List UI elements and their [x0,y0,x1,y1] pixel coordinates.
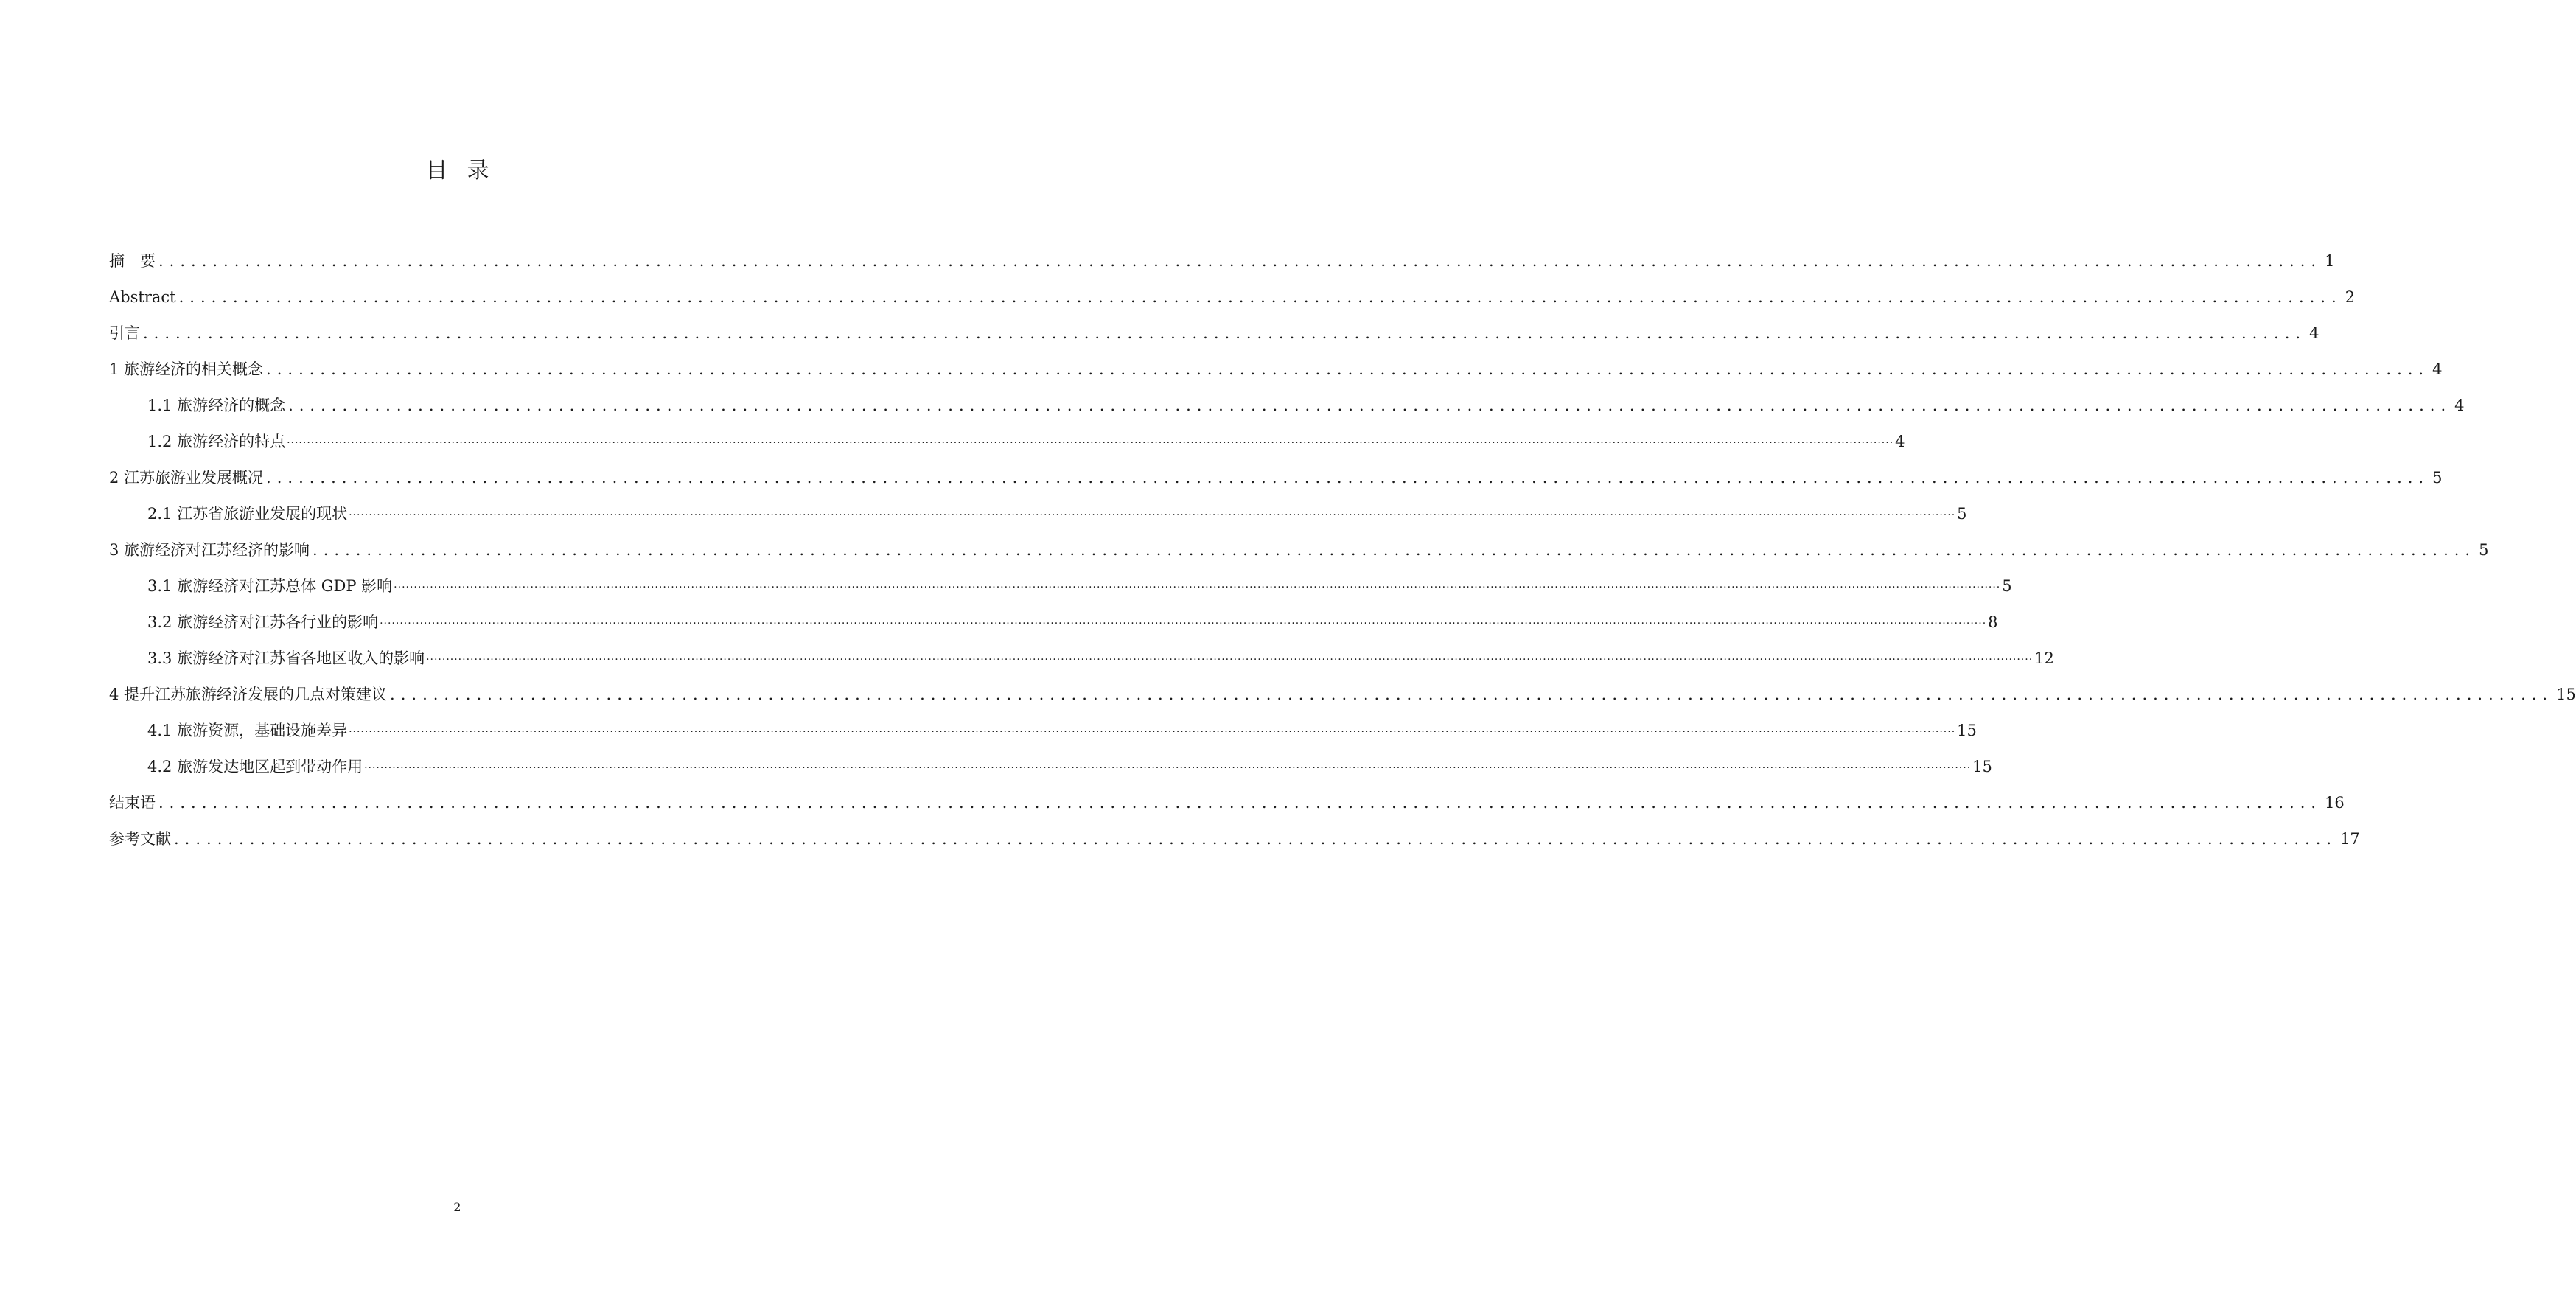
toc-entry-title: 参考文献 [109,830,171,848]
dot-leader: ................................................................................................................................................................................................................................................................................................................................................................................................................ [426,651,2034,663]
toc-entry-page-number: 4 [2432,360,2443,378]
toc-entry[interactable] [109,523,2489,560]
toc-entry[interactable] [109,451,2443,487]
dot-leader: ................................................................................................................................................................................................................................................................................................................................................................................................................ [349,723,1956,735]
toc-entry-page-number: 15 [1957,722,1977,739]
dot-leader: ................................................................................................................................................................................................................................................................................................................................................................................................................ [364,759,1972,771]
toc-entry-page-number: 15 [2556,686,2576,703]
toc-entry[interactable] [109,271,2356,307]
dot-leader: ........................................................................................................................................................................................................ [266,469,2430,487]
toc-entry-title: 4.1 旅游资源，基础设施差异 [147,722,348,739]
toc-entry-page-number: 4 [2309,324,2320,342]
toc-entry-title: Abstract [109,288,176,306]
dot-leader: ........................................................................................................................................................................................................ [143,324,2307,342]
toc-entry-title: 引言 [109,324,140,342]
toc-entry[interactable] [109,560,2012,596]
toc-entry-page-number: 15 [1972,758,1992,776]
toc-entry-title: 3.2 旅游经济对江苏各行业的影响 [147,613,379,631]
toc-entry-title: 3 旅游经济对江苏经济的影响 [109,541,310,559]
dot-leader: ................................................................................................................................................................................................................................................................................................................................................................................................................ [380,615,1987,627]
toc-entry-title: 2 江苏旅游业发展概况 [109,469,264,487]
toc-entry[interactable] [109,415,1905,451]
toc-entry[interactable] [109,379,2465,415]
toc-entry-title: 摘 要 [109,252,156,270]
toc-entry[interactable] [109,307,2320,343]
toc-entry-page-number: 4 [2454,397,2465,414]
toc-entry[interactable] [109,668,2576,704]
toc-entry[interactable] [109,740,1992,776]
dot-leader: ................................................................................................................................................................................................................................................................................................................................................................................................................ [349,506,1956,518]
dot-leader: ........................................................................................................................................................................................................ [390,686,2554,703]
toc-entry[interactable] [109,234,2335,271]
toc-entry[interactable] [109,487,1967,523]
toc-entry-title: 1 旅游经济的相关概念 [109,360,264,378]
toc-entry-page-number: 16 [2325,794,2345,812]
dot-leader: ........................................................................................................................................................................................................ [174,830,2338,848]
toc-entry-title: 3.1 旅游经济对江苏总体 GDP 影响 [147,577,393,595]
dot-leader: ........................................................................................................................................................................................................ [313,541,2476,559]
toc-entry-title: 2.1 江苏省旅游业发展的现状 [147,505,348,523]
toc-entry-page-number: 5 [2479,541,2489,559]
toc-entry[interactable] [109,596,1998,632]
dot-leader: ........................................................................................................................................................................................................ [288,397,2452,414]
toc-entry-title: 4.2 旅游发达地区起到带动作用 [147,758,363,776]
toc-entry-title: 1.1 旅游经济的概念 [147,397,286,414]
dot-leader: ........................................................................................................................................................................................................ [178,288,2342,306]
dot-leader: ........................................................................................................................................................................................................ [158,794,2322,812]
toc-entry-page-number: 5 [1957,505,1967,523]
toc-entry-page-number: 12 [2034,649,2054,667]
toc-entry-page-number: 17 [2340,830,2360,848]
toc-entry-page-number: 1 [2325,252,2335,270]
toc-entry-page-number: 5 [2432,469,2443,487]
toc-entry-page-number: 4 [1895,433,1905,450]
dot-leader: ................................................................................................................................................................................................................................................................................................................................................................................................................ [287,434,1894,446]
toc-entry[interactable] [109,812,2360,848]
toc-entry[interactable] [109,704,1977,740]
toc-entry-title: 3.3 旅游经济对江苏省各地区收入的影响 [147,649,425,667]
toc-entry-title: 1.2 旅游经济的特点 [147,433,286,450]
toc-entry-title: 4 提升江苏旅游经济发展的几点对策建议 [109,686,388,703]
dot-leader: ........................................................................................................................................................................................................ [158,252,2322,270]
toc-entry[interactable] [109,343,2443,379]
toc-entry[interactable] [109,632,2054,668]
page-number: 2 [453,1200,461,1214]
page-title: 目录 [425,158,509,184]
dot-leader: ................................................................................................................................................................................................................................................................................................................................................................................................................ [394,579,2001,590]
dot-leader: ........................................................................................................................................................................................................ [266,360,2430,378]
toc-entry[interactable] [109,776,2345,812]
toc-entry-page-number: 8 [1988,613,1998,631]
toc-entry-page-number: 5 [2002,577,2012,595]
table-of-contents [109,234,2576,848]
toc-entry-title: 结束语 [109,794,156,812]
toc-entry-page-number: 2 [2345,288,2356,306]
